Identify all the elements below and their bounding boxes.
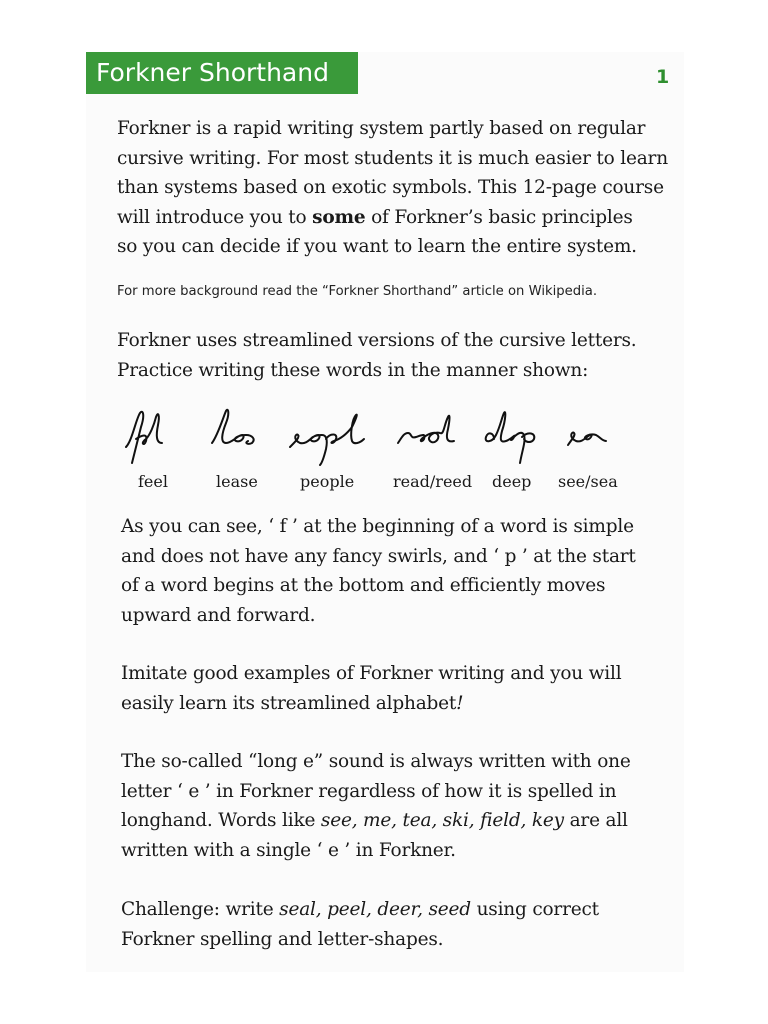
example-labels (0, 472, 768, 496)
page-number: 1 (656, 66, 670, 88)
intro-emphasis: some (312, 206, 366, 228)
cursive-word-dep (486, 412, 535, 463)
example-label: see/sea (558, 472, 618, 491)
example-label: lease (216, 472, 258, 491)
intro-line (117, 203, 697, 233)
imitate-text: easily learn its streamlined alphabet (121, 692, 457, 714)
example-label: feel (138, 472, 168, 491)
imitate-line (121, 689, 701, 719)
imitate-line: Imitate good examples of Forkner writing and you will (121, 663, 622, 684)
challenge-line (121, 895, 701, 925)
cursive-word-se (568, 433, 606, 445)
cursive-word-red (398, 416, 454, 443)
example-label: people (300, 472, 355, 491)
intro-text: will introduce you to (117, 206, 313, 228)
explain-line: of a word begins at the bottom and efficiently moves (121, 575, 606, 596)
imitate-paragraph (121, 659, 701, 718)
intro-line: than systems based on exotic symbols. This 12-page course (117, 177, 664, 198)
explain-paragraph (121, 512, 701, 630)
long-e-line: letter ‘ e ’ in Forkner regardless of how it is spelled in (121, 780, 617, 802)
example-label: deep (492, 472, 532, 491)
long-e-text: are all (563, 810, 628, 831)
long-e-line: written with a single ‘ e ’ in Forkner. (121, 839, 456, 861)
intro-line: so you can decide if you want to learn the entire system. (117, 236, 637, 257)
cursive-word-les (212, 410, 254, 444)
cursive-word-sepl (290, 415, 364, 465)
cursive-word-fel (126, 412, 162, 463)
explain-line: and does not have any fancy swirls, and ‘ p ’ at the start (121, 545, 636, 567)
long-e-text: longhand. Words like (121, 810, 321, 831)
intro-line: Forkner is a rapid writing system partly based on regular (117, 118, 646, 139)
example-label: read/reed (393, 472, 473, 491)
challenge-words: seal, peel, deer, seed (279, 899, 471, 920)
practice-line: Forkner uses streamlined versions of the cursive letters. (117, 330, 637, 351)
long-e-examples: see, me, tea, ski, field, key (320, 810, 564, 831)
challenge-text: using correct (470, 899, 599, 920)
long-e-line (121, 806, 701, 836)
imitate-emphasis: ! (456, 692, 464, 714)
challenge-line: Forkner spelling and letter-shapes. (121, 928, 444, 950)
challenge-paragraph (121, 895, 701, 954)
cursive-examples (120, 405, 640, 467)
intro-paragraph (117, 114, 697, 262)
practice-line: Practice writing these words in the manner shown: (117, 359, 589, 381)
explain-line: As you can see, ‘ f ’ at the beginning of a word is simple (121, 516, 634, 537)
practice-paragraph (117, 326, 697, 385)
long-e-line: The so-called “long e” sound is always written with one (121, 751, 631, 772)
intro-line: cursive writing. For most students it is much easier to learn (117, 147, 668, 169)
background-note: For more background read the “Forkner Shorthand” article on Wikipedia. (117, 284, 598, 299)
intro-text: of Forkner’s basic principles (365, 206, 633, 228)
challenge-text: Challenge: write (121, 899, 280, 920)
page-title: Forkner Shorthand (86, 52, 358, 94)
explain-line: upward and forward. (121, 604, 316, 626)
long-e-paragraph (121, 747, 701, 865)
